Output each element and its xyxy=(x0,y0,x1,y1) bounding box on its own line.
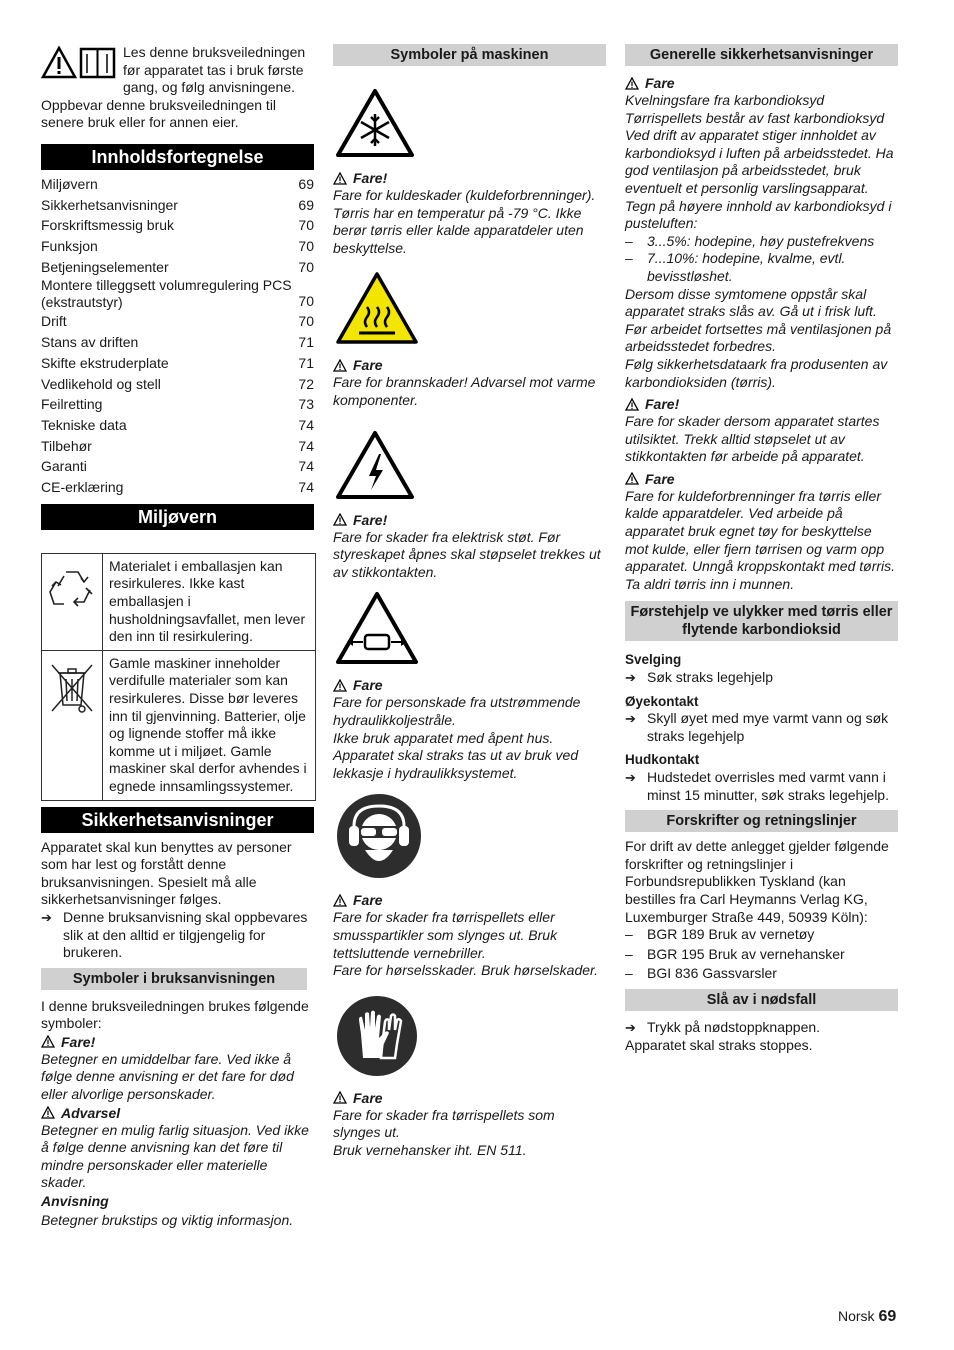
recycle-icon xyxy=(46,564,98,616)
toc-page: 74 xyxy=(298,479,314,496)
hot-text: Fare for brannskader! Advarsel mot varme komponenter. xyxy=(333,374,596,408)
weee-text: Gamle maskiner inneholder verdifulle materialer som kan resirkuleres. Disse bør leveres inn til gjenvinning. Batterier, olje og lignende stoffer må ikke komme ut i miljøet. Gamle maskiner skal derfor avhendes i egnede innsamlingssystemer. xyxy=(103,650,316,800)
g1-text-3: Følg sikkerhetsdataark fra produsenten av karbondioksiden (tørris). xyxy=(625,355,888,390)
skin-item xyxy=(625,769,898,804)
advarsel-label-text: Advarsel xyxy=(61,1104,121,1121)
toc-label: Forskriftsmessig bruk xyxy=(41,217,175,234)
footer-language: Norsk xyxy=(838,1308,875,1324)
emergency-heading: Slå av i nødsfall xyxy=(625,989,898,1011)
warning-manual-icon xyxy=(41,46,117,80)
general-safety-heading: Generelle sikkerhetsanvisninger xyxy=(625,44,898,66)
cold-text: Fare for kuldeskader (kuldeforbrenninger). Tørris har en temperatur på -79 °C. Ikke berør tørris eller kalde apparatdeler uten beskyttelse. xyxy=(333,187,596,256)
eye-heading: Øyekontakt xyxy=(625,693,699,709)
arrow-right-icon: ➔ xyxy=(625,670,636,686)
gloves-icon xyxy=(335,994,419,1078)
g1-dash-2-text: 7...10%: hodepine, kvalme, evtl. bevisstløshet. xyxy=(647,250,846,284)
g1-dash-1-text: 3...5%: hodepine, høy pustefrekvens xyxy=(647,232,875,249)
fare-label-text: Fare! xyxy=(61,1033,96,1050)
eye-item xyxy=(625,710,898,745)
fare-label xyxy=(41,1033,314,1051)
warning-triangle-icon xyxy=(625,77,639,90)
goggles-text-1: Fare for skader fra tørrispellets eller smusspartikler som slynges ut. Bruk tettsluttende vernebriller. xyxy=(333,909,558,961)
toc-row xyxy=(41,311,314,332)
warning-triangle-icon xyxy=(41,1106,55,1119)
toc-label: Sikkerhetsanvisninger xyxy=(41,196,178,213)
skin-heading: Hudkontakt xyxy=(625,752,700,768)
firstaid-heading: Førstehjelp ve ulykker med tørris eller flytende karbondioksid xyxy=(625,601,898,641)
toc-row xyxy=(41,195,314,216)
regs-item-3: – BGI 836 Gassvarsler xyxy=(625,965,777,982)
g1-text: Kvelningsfare fra karbondioksyd Tørrispellets består av fast karbondioksyd Ved drift av apparatet stiger innholdet av karbondioksyd i luften på arbeidsstedet. Ha god ventilasjon på arbeidsstedet, bruk eventuelt et personlig varslingsapparat. Tegn på høyere innhold av karbondioksyd i pusteluften: xyxy=(625,92,894,232)
electric-fare-label-text: Fare! xyxy=(353,511,388,528)
toc-row xyxy=(41,332,314,353)
toc-label: Betjeningselementer xyxy=(41,258,169,275)
page-footer xyxy=(838,1308,896,1326)
toc-page: 70 xyxy=(298,238,314,255)
warning-triangle-icon xyxy=(333,679,347,692)
hot-fare-label xyxy=(333,356,606,374)
recycle-icon-cell xyxy=(42,553,103,650)
toc-label: Feilretting xyxy=(41,396,103,413)
hydraulic-text-1: Fare for personskade fra utstrømmende hydraulikkoljestråle. xyxy=(333,694,581,728)
warning-triangle-icon xyxy=(333,513,347,526)
hydraulic-fare-label xyxy=(333,676,606,694)
warning-triangle-icon xyxy=(333,894,347,907)
toc-label: Skifte ekstruderplate xyxy=(41,354,169,371)
intro-text: Les denne bruksveiledningen før apparatet tas i bruk første gang, og følg anvisningene. Oppbevar denne bruksveiledningen til senere bruk eller for annen eier. xyxy=(41,44,306,131)
toc-label: Funksjon xyxy=(41,238,98,255)
toc-page: 70 xyxy=(298,217,314,234)
warning-triangle-icon xyxy=(625,472,639,485)
electric-text: Fare for skader fra elektrisk støt. Før styreskapet åpnes skal støpselet trekkes ut av stikkontakten. xyxy=(333,528,601,580)
toc-label: Vedlikehold og stell xyxy=(41,375,161,392)
warning-triangle-icon xyxy=(333,172,347,185)
toc-page: 70 xyxy=(298,258,314,275)
toc-page: 74 xyxy=(298,458,314,475)
warning-triangle-icon xyxy=(41,1035,55,1048)
toc-row xyxy=(41,257,314,278)
crossed-bin-icon xyxy=(48,661,96,715)
toc-label: Drift xyxy=(41,313,67,330)
toc-label: Tilbehør xyxy=(41,437,92,454)
hot-fare-label-text: Fare xyxy=(353,357,383,374)
g1-dash-1: – 3...5%: hodepine, høy pustefrekvens xyxy=(625,232,875,249)
anvisning-label: Anvisning xyxy=(41,1193,109,1210)
advarsel-label xyxy=(41,1104,314,1122)
skin-text: Hudstedet overrisles med varmt vann i minst 15 minutter, søk straks legehjelp. xyxy=(647,769,889,803)
regs-text: For drift av dette anlegget gjelder følgende forskrifter og retningslinjer i Forbundsrepublikken Tyskland (kan bestilles fra Carl Heymanns Verlag KG, Luxemburger Straße 449, 50939 Köln): xyxy=(625,838,889,925)
keep-manual-text: Denne bruksanvisning skal oppbevares slik at den alltid er tilgjengelig for brukeren. xyxy=(63,908,308,961)
emergency-step-text: Trykk på nødstoppknappen. xyxy=(647,1018,821,1035)
cold-warning-icon xyxy=(335,88,415,158)
g3-label xyxy=(625,470,898,488)
advarsel-text: Betegner en mulig farlig situasjon. Ved ikke å følge denne anvisning kan det føre til mindre personskader eller materielle skader. xyxy=(41,1121,309,1191)
column-middle xyxy=(333,44,606,1159)
safety-intro: Apparatet skal kun benyttes av personer som har lest og forstått denne bruksanvisningen. Spesielt må alle sikkerhetsanvisninger følges. xyxy=(41,838,292,908)
electric-shock-icon xyxy=(335,430,415,500)
arrow-right-icon: ➔ xyxy=(41,909,52,925)
symbols-intro: I denne bruksveiledningen brukes følgende symboler: xyxy=(41,997,309,1032)
arrow-right-icon: ➔ xyxy=(625,1019,636,1035)
toc-row xyxy=(41,477,314,498)
toc-row xyxy=(41,394,314,415)
toc-page: 72 xyxy=(298,375,314,392)
fare-text: Betegner en umiddelbar fare. Ved ikke å følge denne anvisning er det fare for død eller alvorlige personskader. xyxy=(41,1050,294,1103)
keep-manual-item xyxy=(41,909,314,962)
toc-page: 69 xyxy=(298,196,314,213)
toc-row xyxy=(41,215,314,236)
toc-row xyxy=(41,456,314,477)
electric-fare-label xyxy=(333,511,606,529)
eye-text: Skyll øyet med mye varmt vann og søk straks legehjelp xyxy=(647,710,889,744)
toc-page: 73 xyxy=(298,396,314,413)
cold-fare-label-text: Fare! xyxy=(353,170,388,186)
g3-text-2: Ta aldri tørris inn i munnen. xyxy=(625,575,795,592)
goggles-text-2: Fare for hørselsskader. Bruk hørselskader. xyxy=(333,962,599,979)
g3-label-text: Fare xyxy=(645,470,675,487)
toc-label: Stans av driften xyxy=(41,334,139,351)
warning-triangle-icon xyxy=(333,359,347,372)
symbol-electric xyxy=(335,430,606,503)
g2-label-text: Fare! xyxy=(645,396,680,413)
emergency-step xyxy=(625,1019,898,1037)
gloves-fare-label xyxy=(333,1089,606,1107)
symbol-hydraulic xyxy=(335,591,606,668)
g1-dash-2: – 7...10%: hodepine, kvalme, evtl. bevisstløshet. xyxy=(625,250,898,285)
toc-label: Garanti xyxy=(41,458,87,475)
recycle-text: Materialet i emballasjen kan resirkuleres. Ikke kast emballasjen i husholdningsavfallet, men lever den inn til resirkulering. xyxy=(103,553,316,650)
g1-label-text: Fare xyxy=(645,75,675,91)
page-number: 69 xyxy=(878,1308,897,1325)
swallow-text: Søk straks legehjelp xyxy=(647,669,774,686)
toc-row xyxy=(41,277,314,311)
symbol-gloves xyxy=(335,994,606,1081)
arrow-right-icon: ➔ xyxy=(625,711,636,727)
regs-heading: Forskrifter og retningslinjer xyxy=(625,810,898,832)
gloves-fare-label-text: Fare xyxy=(353,1089,383,1106)
toc-page: 71 xyxy=(298,334,314,351)
hydraulic-text-2: Ikke bruk apparatet med åpent hus. Apparatet skal straks tas ut av bruk ved lekkasje i hydraulikksystemet. xyxy=(333,729,579,781)
env-table xyxy=(41,553,316,801)
warning-triangle-icon xyxy=(625,398,639,411)
toc-label: CE-erklæring xyxy=(41,479,124,496)
arrow-right-icon: ➔ xyxy=(625,770,636,785)
symbol-goggles xyxy=(335,792,606,883)
machine-symbols-heading: Symboler på maskinen xyxy=(333,44,606,66)
gloves-text-1: Fare for skader fra tørrispellets som slynges ut. xyxy=(333,1106,555,1141)
toc-label: Tekniske data xyxy=(41,417,127,433)
hydraulic-fare-label-text: Fare xyxy=(353,677,383,694)
toc-page: 69 xyxy=(298,175,314,192)
warning-triangle-icon xyxy=(333,1091,347,1104)
toc-label: Montere tilleggsett volumregulering PCS (ekstrautstyr) xyxy=(41,277,292,311)
toc-row xyxy=(41,374,314,395)
goggles-ear-protection-icon xyxy=(335,792,423,880)
toc-page: 70 xyxy=(298,292,314,309)
toc-row xyxy=(41,415,314,436)
regs-item-1: – BGR 189 Bruk av vernetøy xyxy=(625,926,815,943)
hot-surface-icon xyxy=(335,271,419,345)
goggles-fare-label xyxy=(333,891,606,909)
cold-fare-label xyxy=(333,169,606,187)
toc-list xyxy=(41,174,314,498)
toc-page: 70 xyxy=(298,313,314,330)
toc-title: Innholdsfortegnelse xyxy=(41,144,314,170)
g3-text: Fare for kuldeforbrenninger fra tørris eller kalde apparatdeler. Ved arbeide på apparatet bruk egnet tøy for beskyttelse mot kulde, eller fjern tørrisen og varm opp apparatet. Unngå kroppskontakt med tørris. xyxy=(625,487,896,575)
g2-text: Fare for skader dersom apparatet startes utilsiktet. Trekk alltid støpselet ut av stikkontakten før arbeide på apparatet. xyxy=(625,413,880,465)
column-right xyxy=(625,44,898,1054)
toc-page: 74 xyxy=(298,437,314,454)
regs-item-2-text: BGR 195 Bruk av vernehansker xyxy=(647,945,845,962)
toc-row xyxy=(41,236,314,257)
symbols-heading: Symboler i bruksanvisningen xyxy=(41,968,307,990)
anvisning-text: Betegner brukstips og viktig informasjon. xyxy=(41,1212,294,1229)
env-title: Miljøvern xyxy=(41,504,314,530)
weee-icon-cell xyxy=(42,650,103,800)
goggles-fare-label-text: Fare xyxy=(353,892,383,909)
column-left xyxy=(41,44,314,1230)
regs-item-3-text: BGI 836 Gassvarsler xyxy=(647,965,777,982)
symbol-hot xyxy=(335,271,606,348)
toc-row xyxy=(41,174,314,195)
swallow-heading: Svelging xyxy=(625,652,682,668)
safety-title: Sikkerhetsanvisninger xyxy=(41,807,314,833)
regs-item-2: – BGR 195 Bruk av vernehansker xyxy=(625,945,845,962)
gloves-text-2: Bruk vernehansker iht. EN 511. xyxy=(333,1141,527,1158)
emergency-result: Apparatet skal straks stoppes. xyxy=(625,1036,813,1053)
toc-page: 74 xyxy=(298,417,314,433)
intro-block xyxy=(41,44,314,132)
swallow-item xyxy=(625,669,898,687)
g1-label xyxy=(625,74,898,92)
symbol-cold xyxy=(335,88,606,161)
toc-label: Miljøvern xyxy=(41,175,98,192)
hydraulic-jet-icon xyxy=(335,591,419,665)
g1-text-2: Dersom disse symtomene oppstår skal apparatet straks slås av. Gå ut i frisk luft. Før arbeidet fortsettes må ventilasjonen på arbeidsstedet forbedres. xyxy=(625,285,892,355)
toc-row xyxy=(41,353,314,374)
toc-page: 71 xyxy=(298,354,314,371)
g2-label xyxy=(625,395,898,413)
regs-item-1-text: BGR 189 Bruk av vernetøy xyxy=(647,926,815,943)
toc-row xyxy=(41,436,314,457)
